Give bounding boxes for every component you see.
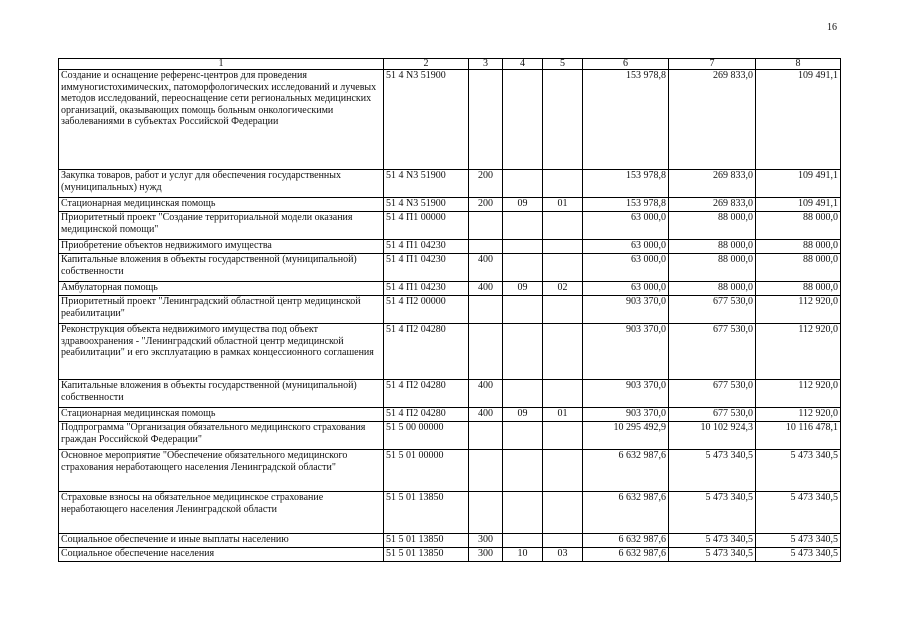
row-code-cell: 51 4 N3 51900 [384, 198, 469, 212]
row-value7-cell: 269 833,0 [669, 170, 756, 198]
row-value6-cell: 903 370,0 [583, 296, 669, 324]
row-value6-cell: 903 370,0 [583, 408, 669, 422]
row-col5-cell [543, 212, 583, 240]
row-code-cell: 51 4 N3 51900 [384, 70, 469, 170]
row-value8-cell: 88 000,0 [756, 212, 841, 240]
row-col4-cell [503, 254, 543, 282]
table-row [59, 324, 841, 380]
column-number-row [59, 59, 841, 70]
column-header: 1 [59, 59, 384, 70]
row-col5-cell [543, 422, 583, 450]
row-col4-cell: 09 [503, 282, 543, 296]
row-col3-cell [469, 450, 503, 492]
row-code-cell: 51 5 00 00000 [384, 422, 469, 450]
row-value8-cell: 10 116 478,1 [756, 422, 841, 450]
row-col4-cell [503, 324, 543, 380]
row-code-cell: 51 4 П1 04230 [384, 240, 469, 254]
column-header: 6 [583, 59, 669, 70]
row-value8-cell: 5 473 340,5 [756, 450, 841, 492]
table-row [59, 380, 841, 408]
row-name-cell: Приоритетный проект "Создание территориальной модели оказания медицинской помощи" [59, 212, 384, 240]
row-col3-cell: 300 [469, 548, 503, 562]
row-col5-cell: 01 [543, 198, 583, 212]
page-number: 16 [827, 22, 837, 33]
row-name-cell: Реконструкция объекта недвижимого имущества под объект здравоохранения - "Ленинградский областной центр медицинской реабилитации" и его эксплуатацию в рамках концессионного соглашения [59, 324, 384, 380]
row-value7-cell: 269 833,0 [669, 70, 756, 170]
row-value6-cell: 6 632 987,6 [583, 450, 669, 492]
row-col4-cell [503, 450, 543, 492]
row-col5-cell [543, 492, 583, 534]
row-name-cell: Закупка товаров, работ и услуг для обеспечения государственных (муниципальных) нужд [59, 170, 384, 198]
row-col4-cell [503, 212, 543, 240]
row-value7-cell: 5 473 340,5 [669, 492, 756, 534]
row-col4-cell [503, 380, 543, 408]
column-header: 7 [669, 59, 756, 70]
row-code-cell: 51 4 П1 00000 [384, 212, 469, 240]
table-row [59, 282, 841, 296]
row-col3-cell [469, 296, 503, 324]
row-name-cell: Амбулаторная помощь [59, 282, 384, 296]
row-col5-cell [543, 534, 583, 548]
row-col4-cell [503, 170, 543, 198]
row-value6-cell: 63 000,0 [583, 254, 669, 282]
row-code-cell: 51 4 П1 04230 [384, 282, 469, 296]
row-name-cell: Капитальные вложения в объекты государственной (муниципальной) собственности [59, 254, 384, 282]
row-col5-cell: 03 [543, 548, 583, 562]
row-code-cell: 51 5 01 13850 [384, 534, 469, 548]
row-col3-cell: 400 [469, 254, 503, 282]
row-col4-cell [503, 422, 543, 450]
row-name-cell: Создание и оснащение референс-центров для проведения иммуногистохимических, патоморфологических исследований и лучевых методов исследований, переоснащение сети региональных медицинских организаций, оказывающих помощь больным онкологическими заболеваниями в субъектах Российской Федерации [59, 70, 384, 170]
row-name-cell: Приобретение объектов недвижимого имущества [59, 240, 384, 254]
table-row [59, 240, 841, 254]
row-value7-cell: 677 530,0 [669, 380, 756, 408]
row-value8-cell: 88 000,0 [756, 282, 841, 296]
row-col4-cell [503, 534, 543, 548]
row-col3-cell: 200 [469, 170, 503, 198]
row-value8-cell: 109 491,1 [756, 198, 841, 212]
row-col5-cell [543, 254, 583, 282]
table-row [59, 254, 841, 282]
row-value7-cell: 677 530,0 [669, 324, 756, 380]
table-row [59, 492, 841, 534]
row-value6-cell: 153 978,8 [583, 170, 669, 198]
row-value8-cell: 88 000,0 [756, 254, 841, 282]
row-value6-cell: 63 000,0 [583, 240, 669, 254]
table-row [59, 408, 841, 422]
row-name-cell: Стационарная медицинская помощь [59, 408, 384, 422]
row-value7-cell: 88 000,0 [669, 282, 756, 296]
row-value8-cell: 5 473 340,5 [756, 534, 841, 548]
row-col3-cell: 400 [469, 408, 503, 422]
table-row [59, 534, 841, 548]
row-name-cell: Основное мероприятие "Обеспечение обязательного медицинского страхования неработающего населения Ленинградской области" [59, 450, 384, 492]
row-value7-cell: 677 530,0 [669, 408, 756, 422]
row-value8-cell: 109 491,1 [756, 70, 841, 170]
row-col3-cell [469, 240, 503, 254]
row-value8-cell: 5 473 340,5 [756, 548, 841, 562]
row-col4-cell [503, 240, 543, 254]
row-col4-cell [503, 70, 543, 170]
row-value8-cell: 112 920,0 [756, 324, 841, 380]
table-row [59, 198, 841, 212]
row-value8-cell: 112 920,0 [756, 408, 841, 422]
row-value8-cell: 112 920,0 [756, 380, 841, 408]
table-row [59, 296, 841, 324]
row-code-cell: 51 5 01 00000 [384, 450, 469, 492]
row-value6-cell: 10 295 492,9 [583, 422, 669, 450]
row-col5-cell [543, 70, 583, 170]
row-name-cell: Капитальные вложения в объекты государственной (муниципальной) собственности [59, 380, 384, 408]
row-col3-cell [469, 324, 503, 380]
row-col4-cell: 09 [503, 198, 543, 212]
row-col5-cell [543, 380, 583, 408]
table-row [59, 70, 841, 170]
row-value7-cell: 5 473 340,5 [669, 450, 756, 492]
table-row [59, 422, 841, 450]
row-col5-cell [543, 240, 583, 254]
row-col5-cell: 02 [543, 282, 583, 296]
row-value7-cell: 269 833,0 [669, 198, 756, 212]
row-col3-cell: 200 [469, 198, 503, 212]
row-code-cell: 51 4 N3 51900 [384, 170, 469, 198]
row-value8-cell: 112 920,0 [756, 296, 841, 324]
table-row [59, 548, 841, 562]
row-code-cell: 51 4 П2 04280 [384, 380, 469, 408]
row-value7-cell: 88 000,0 [669, 254, 756, 282]
row-value7-cell: 677 530,0 [669, 296, 756, 324]
row-col4-cell: 10 [503, 548, 543, 562]
row-col3-cell: 400 [469, 380, 503, 408]
row-value7-cell: 10 102 924,3 [669, 422, 756, 450]
column-header: 4 [503, 59, 543, 70]
row-value6-cell: 903 370,0 [583, 324, 669, 380]
column-header: 2 [384, 59, 469, 70]
row-col5-cell [543, 450, 583, 492]
row-col3-cell [469, 212, 503, 240]
table-body [59, 70, 841, 562]
row-value6-cell: 6 632 987,6 [583, 548, 669, 562]
row-value8-cell: 5 473 340,5 [756, 492, 841, 534]
row-value6-cell: 903 370,0 [583, 380, 669, 408]
row-code-cell: 51 4 П2 04280 [384, 324, 469, 380]
budget-table [58, 58, 841, 562]
row-name-cell: Подпрограмма "Организация обязательного медицинского страхования граждан Российской Федерации" [59, 422, 384, 450]
row-col4-cell: 09 [503, 408, 543, 422]
row-value7-cell: 5 473 340,5 [669, 548, 756, 562]
table-row [59, 450, 841, 492]
row-value7-cell: 5 473 340,5 [669, 534, 756, 548]
row-value8-cell: 109 491,1 [756, 170, 841, 198]
row-col3-cell: 300 [469, 534, 503, 548]
table-row [59, 170, 841, 198]
row-col3-cell: 400 [469, 282, 503, 296]
row-code-cell: 51 4 П1 04230 [384, 254, 469, 282]
row-name-cell: Стационарная медицинская помощь [59, 198, 384, 212]
row-value6-cell: 6 632 987,6 [583, 534, 669, 548]
row-value6-cell: 63 000,0 [583, 212, 669, 240]
row-col5-cell: 01 [543, 408, 583, 422]
row-value8-cell: 88 000,0 [756, 240, 841, 254]
row-value7-cell: 88 000,0 [669, 212, 756, 240]
row-code-cell: 51 5 01 13850 [384, 492, 469, 534]
row-col5-cell [543, 170, 583, 198]
row-value6-cell: 153 978,8 [583, 70, 669, 170]
row-value6-cell: 6 632 987,6 [583, 492, 669, 534]
row-value7-cell: 88 000,0 [669, 240, 756, 254]
row-code-cell: 51 4 П2 00000 [384, 296, 469, 324]
row-col5-cell [543, 324, 583, 380]
row-code-cell: 51 5 01 13850 [384, 548, 469, 562]
table-row [59, 212, 841, 240]
row-name-cell: Страховые взносы на обязательное медицинское страхование неработающего населения Ленинградской области [59, 492, 384, 534]
row-col3-cell [469, 70, 503, 170]
row-value6-cell: 153 978,8 [583, 198, 669, 212]
row-col4-cell [503, 492, 543, 534]
column-header: 5 [543, 59, 583, 70]
row-col3-cell [469, 422, 503, 450]
row-name-cell: Приоритетный проект "Ленинградский областной центр медицинской реабилитации" [59, 296, 384, 324]
row-name-cell: Социальное обеспечение населения [59, 548, 384, 562]
column-header: 3 [469, 59, 503, 70]
row-name-cell: Социальное обеспечение и иные выплаты населению [59, 534, 384, 548]
row-col4-cell [503, 296, 543, 324]
row-col5-cell [543, 296, 583, 324]
column-header: 8 [756, 59, 841, 70]
row-col3-cell [469, 492, 503, 534]
row-value6-cell: 63 000,0 [583, 282, 669, 296]
row-code-cell: 51 4 П2 04280 [384, 408, 469, 422]
